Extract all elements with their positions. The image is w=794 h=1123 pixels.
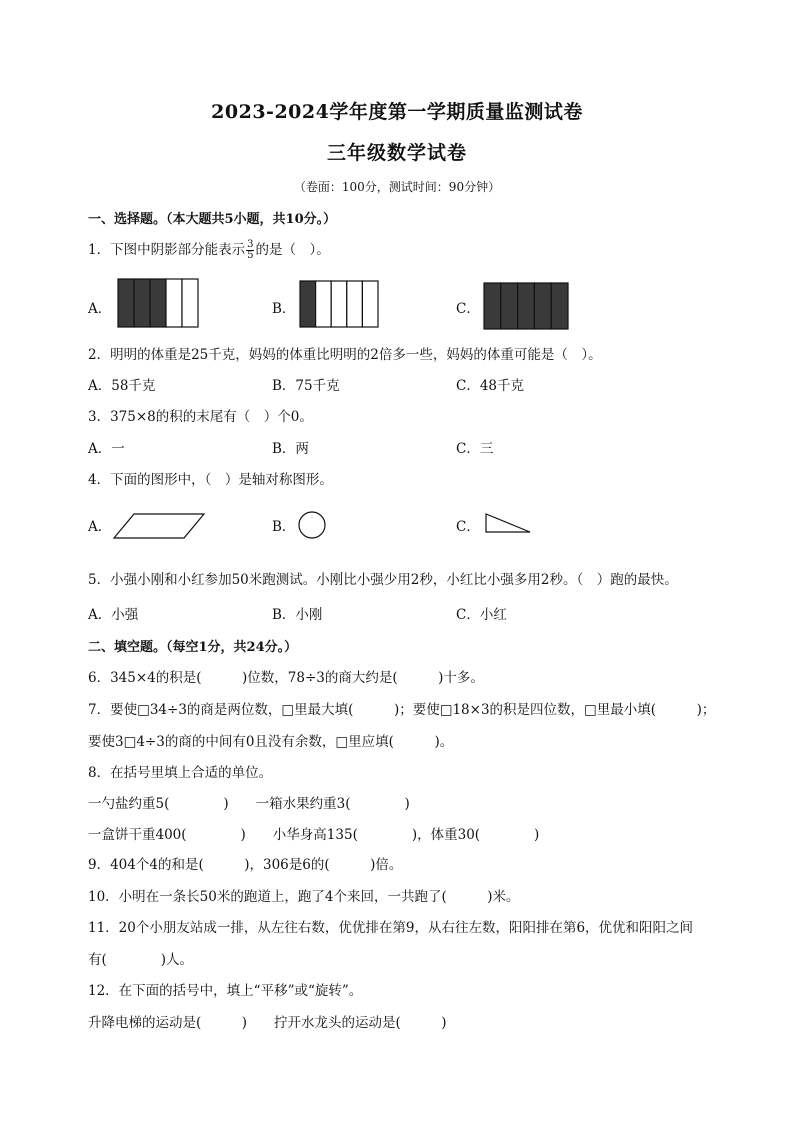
fraction-denominator: 5 bbox=[247, 250, 254, 261]
fraction bbox=[246, 240, 254, 261]
section2-heading: 二、填空题。（每空1分，共24分。） bbox=[88, 640, 298, 655]
q5-option-b: B．小刚 bbox=[272, 607, 323, 623]
exam-subtitle: 三年级数学试卷 bbox=[326, 142, 467, 164]
right-triangle-icon bbox=[484, 512, 534, 534]
unshaded-part bbox=[362, 281, 378, 327]
q8-row1: 一勺盐约重5( ) 一箱水果约重3( ) bbox=[88, 796, 410, 812]
q2-option-c: C．48千克 bbox=[456, 378, 525, 394]
parallelogram-icon bbox=[112, 512, 208, 542]
q5-text: 5．小强小刚和小红参加50米跑测试。小刚比小强少用2秒，小红比小强多用2秒。（ ）跑的最快。 bbox=[88, 572, 678, 588]
q1-option-a-label: A． bbox=[88, 301, 112, 317]
unshaded-part bbox=[316, 281, 332, 327]
q1-option-c-label: C． bbox=[456, 301, 480, 317]
q3-option-b: B．两 bbox=[272, 441, 309, 457]
shaded-part bbox=[534, 283, 551, 329]
q1-text-post: 的是（ ）。 bbox=[255, 242, 330, 258]
q12-text: 12．在下面的括号中，填上“平移”或“旋转”。 bbox=[88, 983, 363, 999]
q10-text: 10．小明在一条长50米的跑道上，跑了4个来回，一共跑了( )米。 bbox=[88, 889, 520, 905]
q1-option-b-label: B． bbox=[272, 301, 296, 317]
q3-option-c: C．三 bbox=[456, 441, 494, 457]
q1-figure-b bbox=[299, 280, 379, 330]
q2-text: 2．明明的体重是25千克，妈妈的体重比明明的2倍多一些，妈妈的体重可能是（ ）。 bbox=[88, 347, 602, 363]
exam-title: 2023-2024学年度第一学期质量监测试卷 bbox=[211, 101, 583, 123]
q7-text-line1: 7．要使□34÷3的商是两位数，□里最大填( )；要使□18×3的积是四位数，□里最小填( )； bbox=[88, 702, 716, 718]
exam-info: （卷面：100分，测试时间：90分钟） bbox=[293, 180, 501, 194]
shaded-part bbox=[300, 281, 316, 327]
unshaded-part bbox=[182, 279, 198, 327]
circle-icon bbox=[296, 510, 328, 542]
unshaded-part bbox=[331, 281, 347, 327]
shaded-part bbox=[484, 283, 501, 329]
q1-text bbox=[88, 238, 330, 261]
shaded-part bbox=[118, 279, 134, 327]
section1-heading: 一、选择题。（本大题共5小题，共10分。） bbox=[88, 212, 337, 227]
q4-option-b-label: B． bbox=[272, 519, 296, 535]
q2-option-a: A．58千克 bbox=[88, 378, 156, 394]
shaded-part bbox=[134, 279, 150, 327]
q5-option-a: A．小强 bbox=[88, 607, 139, 623]
q1-text-pre: 1．下图中阴影部分能表示 bbox=[88, 242, 246, 258]
q11-text-line2: 有( )人。 bbox=[88, 952, 194, 968]
shaded-part bbox=[518, 283, 535, 329]
q9-text: 9．404个4的和是( )，306是6的( )倍。 bbox=[88, 857, 403, 873]
q3-option-a: A．一 bbox=[88, 441, 125, 457]
q6-text: 6．345×4的积是( )位数，78÷3的商大约是( )十多。 bbox=[88, 670, 484, 686]
shaded-part bbox=[501, 283, 518, 329]
q8-row2: 一盒饼干重400( ) 小华身高135( )，体重30( ) bbox=[88, 827, 540, 843]
fraction-numerator: 3 bbox=[247, 239, 254, 250]
shaded-part bbox=[150, 279, 166, 327]
q8-text: 8．在括号里填上合适的单位。 bbox=[88, 765, 273, 781]
q12-answers: 升降电梯的运动是( ) 拧开水龙头的运动是( ) bbox=[88, 1015, 447, 1031]
shaded-part bbox=[551, 283, 568, 329]
q4-option-c-label: C． bbox=[456, 519, 480, 535]
q4-option-a-label: A． bbox=[88, 519, 112, 535]
q7-text-line2: 要使3□4÷3的商的中间有0且没有余数，□里应填( )。 bbox=[88, 734, 454, 750]
q4-text: 4．下面的图形中，（ ）是轴对称图形。 bbox=[88, 472, 333, 488]
unshaded-part bbox=[166, 279, 182, 327]
q11-text-line1: 11．20个小朋友站成一排，从左往右数，优优排在第9，从右往左数，阳阳排在第6，优优和阳阳之间 bbox=[88, 920, 694, 936]
q1-figure-c bbox=[483, 282, 569, 332]
q3-text: 3．375×8的积的末尾有（ ）个0。 bbox=[88, 409, 313, 425]
q2-option-b: B．75千克 bbox=[272, 378, 340, 394]
q5-option-c: C．小红 bbox=[456, 607, 507, 623]
q1-figure-a bbox=[117, 278, 207, 330]
unshaded-part bbox=[347, 281, 363, 327]
